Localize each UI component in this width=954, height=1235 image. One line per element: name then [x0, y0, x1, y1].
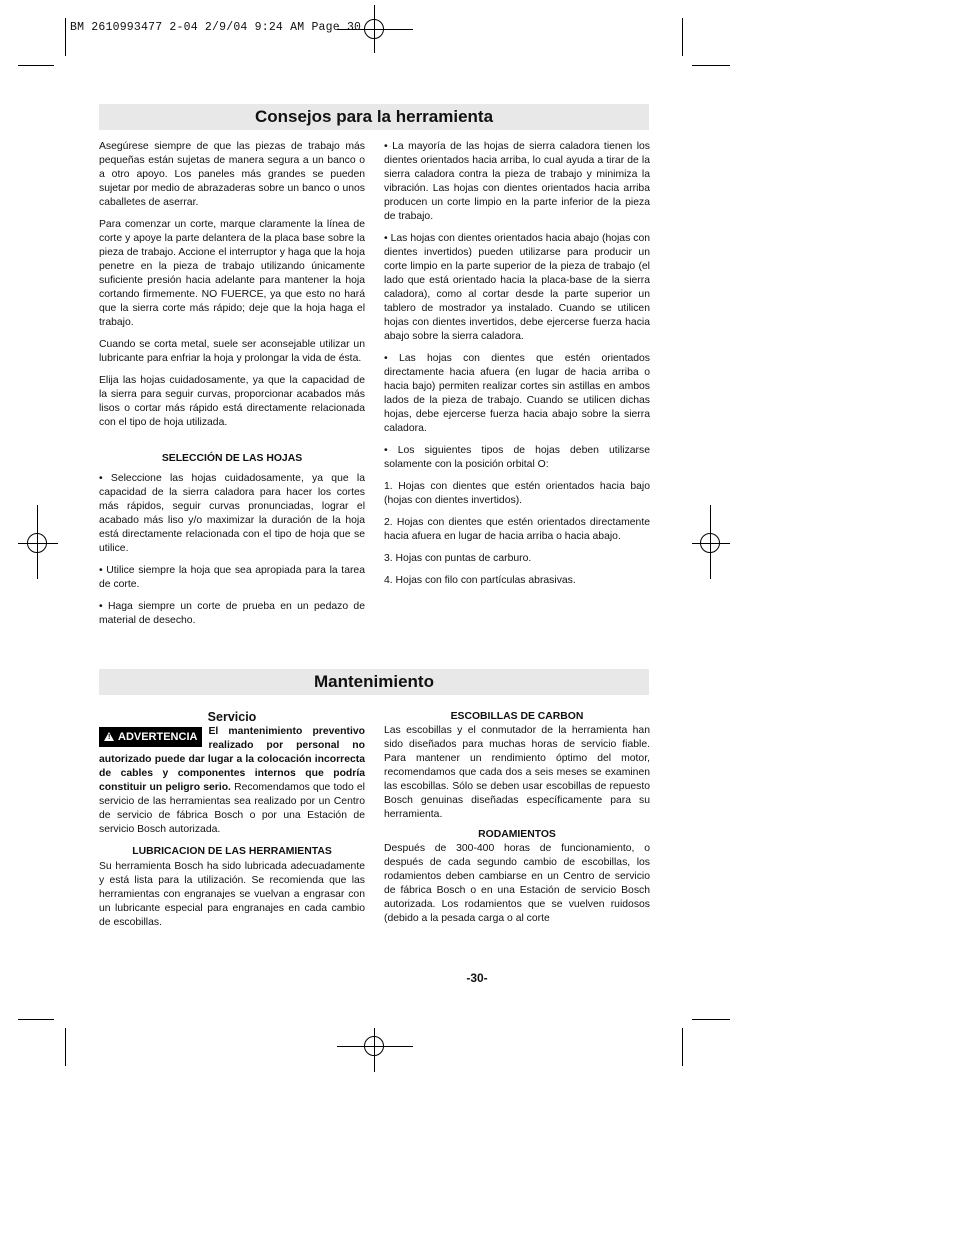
bullet-item: • Las hojas con dientes que estén orientados directamente hacia afuera (en lugar de hacia arriba o hacia bajo) permiten realizar cortes sin astillas en ambos lados de la pieza de trabajo. Cuando se utilicen dichas hojas, debe ejercerse fuerza hacia abajo sobre la sierra caladora. [384, 353, 650, 434]
bullet-item: • Las hojas con dientes orientados hacia abajo (hojas con dientes invertidos) pueden utilizarse para producir un corte limpio en la parte superior de la pieza de trabajo (el lado que está orientado hacia la placa-base de la sierra caladora), como al cortar desde la parte superior un tablero de mostrador ya instalado. Cuando se utilicen hojas con dientes invertidos, debe ejercerse fuerza hacia abajo sobre la sierra caladora. [384, 233, 650, 342]
section-title-consejos: Consejos para la herramienta [99, 104, 649, 130]
subheading-lubricacion: LUBRICACION DE LAS HERRAMIENTAS [132, 846, 332, 857]
paragraph: Después de 300-400 horas de funcionamiento, o después de cada segundo cambio de escobillas, los rodamientos deben cambiarse en un Centro de servicio de fábrica Bosch o en una Estación de servicio Bosch autorizada. Los rodamientos que se vuelven ruidosos (debido a la pesada carga o al corte [384, 843, 650, 924]
section-title-mantenimiento: Mantenimiento [99, 669, 649, 695]
bullet-item: • La mayoría de las hojas de sierra caladora tienen los dientes orientados hacia arriba, lo cual ayuda a tirar de la sierra caladora contra la pieza de trabajo y minimiza la vibración. Las hojas con dientes orientados hacia arriba producen un corte limpio en la parte inferior de la pieza de trabajo. [384, 141, 650, 222]
numbered-item: 3. Hojas con puntas de carburo. [384, 553, 532, 564]
mantenimiento-right-column [384, 710, 650, 932]
mantenimiento-left-column [99, 710, 365, 936]
warning-badge [99, 727, 202, 747]
paragraph: Elija las hojas cuidadosamente, ya que la capacidad de la sierra para seguir curvas, proporcionar acabados más lisos o cortar más rápido está directamente relacionada con el tipo de hoja utilizada. [99, 375, 365, 428]
subheading-seleccion: SELECCIÓN DE LAS HOJAS [161, 453, 303, 464]
consejos-left-column [99, 140, 365, 634]
subheading-escobillas: ESCOBILLAS DE CARBON [450, 711, 584, 722]
print-slug: BM 2610993477 2-04 2/9/04 9:24 AM Page 30 [70, 21, 362, 34]
numbered-item: 1. Hojas con dientes que estén orientados hacia bajo (hojas con dientes invertidos). [384, 481, 650, 506]
subheading-rodamientos: RODAMIENTOS [478, 829, 556, 840]
paragraph: Cuando se corta metal, suele ser aconsejable utilizar un lubricante para enfriar la hoja y prolongar la vida de ésta. [99, 339, 365, 364]
bullet-item: • Utilice siempre la hoja que sea apropiada para la tarea de corte. [99, 565, 365, 590]
subheading-servicio: Servicio [207, 710, 257, 724]
paragraph: Para comenzar un corte, marque claramente la línea de corte y apoye la parte delantera de la placa base sobre la pieza de trabajo. Accione el interruptor y haga que la hoja penetre en la pieza de trabajo utilizando únicamente suficiente presión hacia adelante para mantener la hoja cortando firmemente. NO FUERCE, ya que esto no hará que la sierra corte más rápido; deje que la hoja haga el trabajo. [99, 219, 365, 328]
paragraph: Su herramienta Bosch ha sido lubricada adecuadamente y está lista para la utilización. Se recomienda que las herramientas con engranajes se vuelvan a engrasar con un lubricante especial para engranajes en cada cambio de escobillas. [99, 861, 365, 928]
page-number: -30- [466, 971, 488, 985]
consejos-right-column [384, 140, 650, 594]
warning-label: ADVERTENCIA [118, 731, 198, 743]
bullet-item: • Haga siempre un corte de prueba en un pedazo de material de desecho. [99, 601, 365, 626]
warning-paragraph [99, 725, 365, 837]
numbered-item: 4. Hojas con filo con partículas abrasivas. [384, 575, 576, 586]
bullet-item: • Los siguientes tipos de hojas deben utilizarse solamente con la posición orbital O: [384, 445, 650, 470]
warning-bold-text: El mantenimiento preventivo realizado por personal no autorizado puede dar lugar a la colocación incorrecta de cables y componentes internos que podría constituir un peligro serio. [99, 726, 365, 793]
warning-text: Recomendamos que todo el servicio de las herramientas sea realizado por un Centro de servicio de fábrica Bosch o por una Estación de servicio Bosch autorizada. [99, 782, 365, 835]
warning-icon: ! [104, 732, 114, 741]
paragraph: Asegúrese siempre de que las piezas de trabajo más pequeñas están sujetas de manera segura a un banco o a otro apoyo. Los paneles más grandes se pueden sujetar por medio de abrazaderas sobre un banco o unos caballetes de aserrar. [99, 141, 365, 208]
bullet-item: • Seleccione las hojas cuidadosamente, ya que la capacidad de la sierra caladora para hacer los cortes más rápidos, seguir curvas pronunciadas, lograr el acabado más liso y/o maximizar la duración de la hoja está directamente relacionada con el tipo de hoja que se utilice. [99, 473, 365, 554]
paragraph: Las escobillas y el conmutador de la herramienta han sido diseñados para muchas horas de servicio fiable. Para mantener un rendimiento óptimo del motor, recomendamos que cada dos a seis meses se examinen las escobillas. Sólo se deben usar escobillas de repuesto Bosch genuinas diseñadas específicamente para su herramienta. [384, 725, 650, 820]
numbered-item: 2. Hojas con dientes que estén orientados directamente hacia afuera en lugar de hacia arriba o hacia abajo. [384, 517, 650, 542]
